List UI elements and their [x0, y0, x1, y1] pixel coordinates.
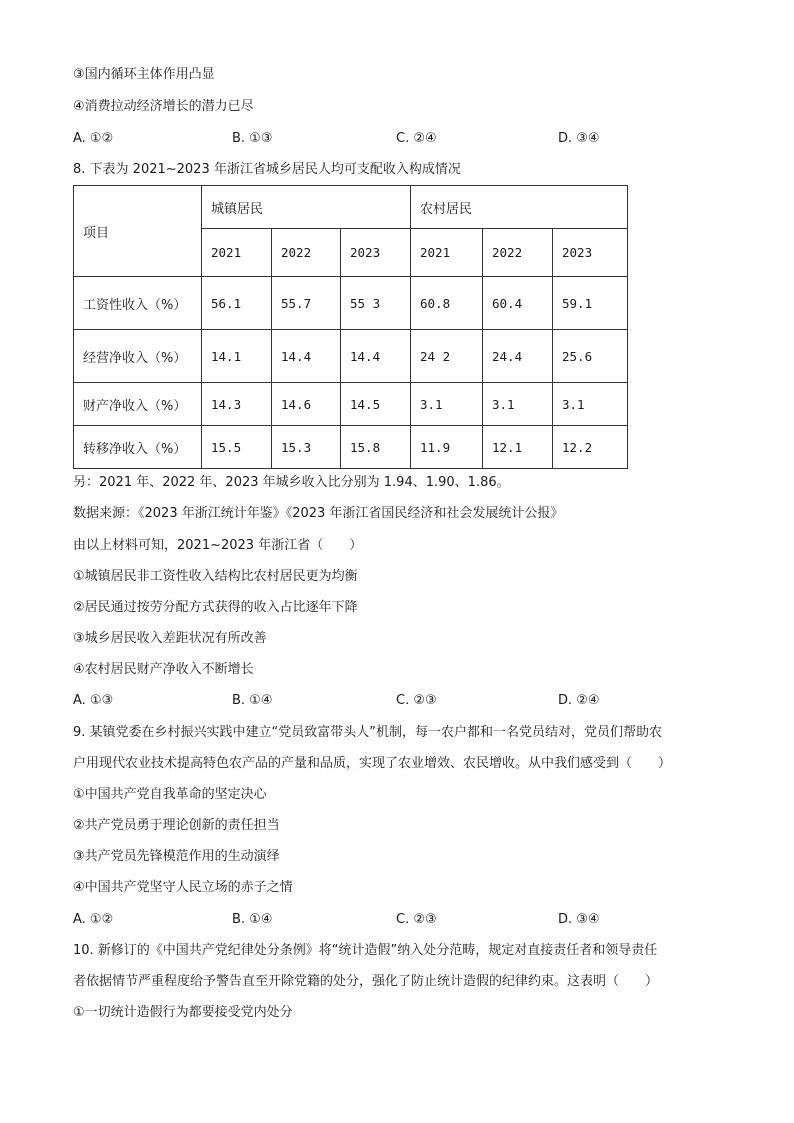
row-label: 转移净收入（%）: [74, 426, 202, 469]
row-label: 财产净收入（%）: [74, 383, 202, 426]
value-cell: 3.1: [411, 383, 483, 426]
q8-item-1: ①城镇居民非工资性收入结构比农村居民更为均衡: [73, 569, 358, 584]
q9-option-b[interactable]: B. ①④: [232, 912, 273, 927]
q9-option-a[interactable]: A. ①②: [73, 912, 114, 927]
value-cell: 56.1: [202, 277, 272, 330]
q8-option-a[interactable]: A. ①③: [73, 693, 114, 708]
row-label: 工资性收入（%）: [74, 277, 202, 330]
q9-item-4: ④中国共产党坚守人民立场的赤子之情: [73, 880, 293, 895]
q7-option-c[interactable]: C. ②④: [396, 131, 437, 146]
table-row: [74, 330, 628, 383]
q9-item-1: ①中国共产党自我革命的坚定决心: [73, 787, 267, 802]
q7-item-3: ③国内循环主体作用凸显: [73, 67, 215, 82]
value-cell: 25.6: [553, 330, 628, 383]
value-cell: 14.3: [202, 383, 272, 426]
q8-note: 另：2021 年、2022 年、2023 年城乡收入比分别为 1.94、1.90、1.86。: [73, 475, 510, 490]
q9-stem-line1: 9. 某镇党委在乡村振兴实践中建立“党员致富带头人”机制，每一农户都和一名党员结对，党员们帮助农: [73, 725, 663, 740]
q8-option-b[interactable]: B. ①④: [232, 693, 273, 708]
table-header-rural: 农村居民: [411, 186, 628, 229]
q7-option-a[interactable]: A. ①②: [73, 131, 114, 146]
year-cell: 2022: [272, 229, 341, 277]
year-cell: 2022: [483, 229, 553, 277]
value-cell: 24 2: [411, 330, 483, 383]
q7-item-4: ④消费拉动经济增长的潜力已尽: [73, 99, 254, 114]
value-cell: 59.1: [553, 277, 628, 330]
row-label: 经营净收入（%）: [74, 330, 202, 383]
q8-item-3: ③城乡居民收入差距状况有所改善: [73, 631, 267, 646]
value-cell: 14.4: [341, 330, 411, 383]
value-cell: 15.3: [272, 426, 341, 469]
value-cell: 15.5: [202, 426, 272, 469]
value-cell: 24.4: [483, 330, 553, 383]
q9-option-c[interactable]: C. ②③: [396, 912, 437, 927]
year-cell: 2023: [553, 229, 628, 277]
value-cell: 14.1: [202, 330, 272, 383]
value-cell: 11.9: [411, 426, 483, 469]
table-header-item: 项目: [74, 186, 202, 277]
q7-options: [73, 130, 633, 148]
q10-item-1: ①一切统计造假行为都要接受党内处分: [73, 1005, 293, 1020]
value-cell: 15.8: [341, 426, 411, 469]
income-table: [73, 185, 628, 469]
year-cell: 2021: [411, 229, 483, 277]
q10-stem-line1: 10. 新修订的《中国共产党纪律处分条例》将“统计造假”纳入处分范畴，规定对直接责任者和领导责任: [73, 943, 658, 958]
table-row: [74, 426, 628, 469]
value-cell: 60.4: [483, 277, 553, 330]
q7-option-d[interactable]: D. ③④: [558, 131, 600, 146]
q8-options: [73, 692, 633, 710]
q8-option-c[interactable]: C. ②③: [396, 693, 437, 708]
table-row: [74, 383, 628, 426]
q7-option-b[interactable]: B. ①③: [232, 131, 273, 146]
q8-item-2: ②居民通过按劳分配方式获得的收入占比逐年下降: [73, 600, 358, 615]
q10-stem-line2: 者依据情节严重程度给予警告直至开除党籍的处分，强化了防止统计造假的纪律约束。这表明（ ）: [73, 974, 659, 989]
q9-item-2: ②共产党员勇于理论创新的责任担当: [73, 818, 280, 833]
year-cell: 2023: [341, 229, 411, 277]
q9-options: [73, 911, 633, 929]
value-cell: 12.2: [553, 426, 628, 469]
q8-question: 由以上材料可知，2021~2023 年浙江省（ ）: [73, 538, 363, 553]
value-cell: 55 3: [341, 277, 411, 330]
q9-option-d[interactable]: D. ③④: [558, 912, 600, 927]
q8-option-d[interactable]: D. ②④: [558, 693, 600, 708]
value-cell: 14.4: [272, 330, 341, 383]
value-cell: 14.5: [341, 383, 411, 426]
table-row: [74, 277, 628, 330]
q9-stem-line2: 户用现代农业技术提高特色农产品的产量和品质，实现了农业增效、农民增收。从中我们感受到（ ）: [73, 756, 672, 771]
year-cell: 2021: [202, 229, 272, 277]
value-cell: 12.1: [483, 426, 553, 469]
table-header-urban: 城镇居民: [202, 186, 411, 229]
q8-item-4: ④农村居民财产净收入不断增长: [73, 662, 254, 677]
q8-source: 数据来源：《2023 年浙江统计年鉴》《2023 年浙江省国民经济和社会发展统计公报》: [73, 506, 564, 521]
value-cell: 60.8: [411, 277, 483, 330]
value-cell: 3.1: [483, 383, 553, 426]
value-cell: 3.1: [553, 383, 628, 426]
value-cell: 55.7: [272, 277, 341, 330]
q8-stem: 8. 下表为 2021~2023 年浙江省城乡居民人均可支配收入构成情况: [73, 162, 461, 177]
q9-item-3: ③共产党员先锋模范作用的生动演绎: [73, 849, 280, 864]
value-cell: 14.6: [272, 383, 341, 426]
